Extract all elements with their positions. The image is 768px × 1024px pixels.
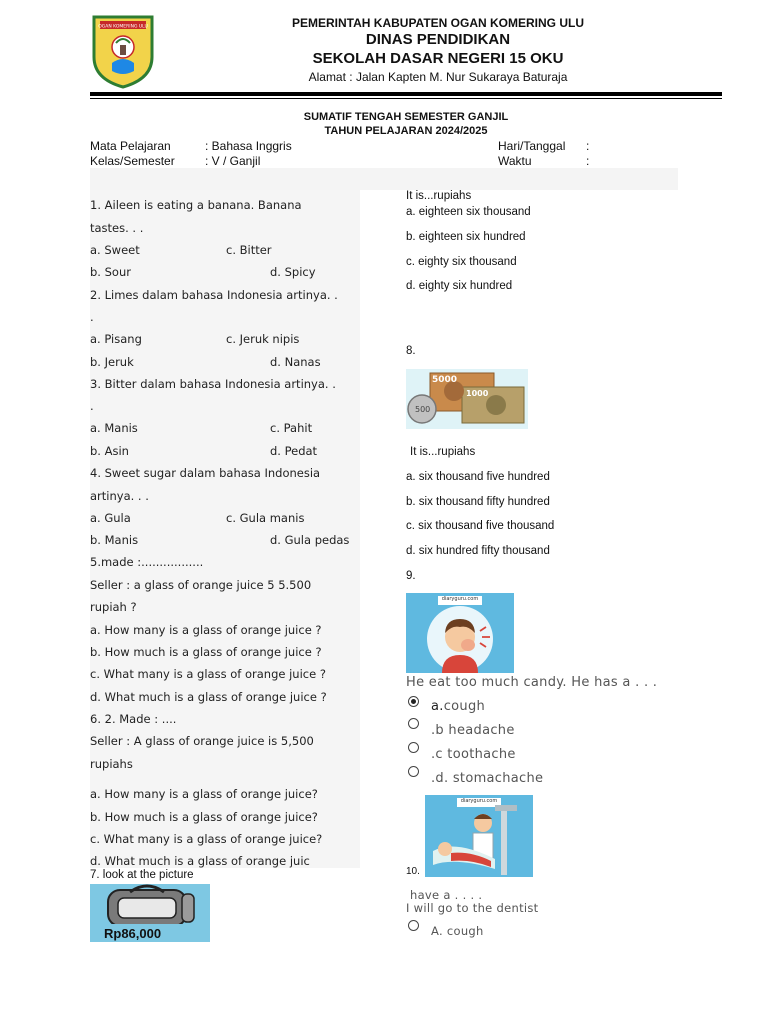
note-1000-label: 1000	[466, 389, 489, 398]
q2-option-c: c. Jeruk nipis	[226, 332, 300, 346]
q5-option-b: b. How much is a glass of orange juice ?	[90, 645, 322, 659]
question-10-text-b: I will go to the dentist	[406, 901, 539, 915]
q3-option-d: d. Pedat	[270, 444, 318, 458]
q8-option-c: c. six thousand five thousand	[406, 520, 555, 532]
q8-option-b: b. six thousand fifty hundred	[406, 496, 550, 508]
question-4-cont: artinya. . .	[90, 489, 149, 503]
q9-radio-c[interactable]	[408, 742, 419, 753]
q5-option-d: d. What much is a glass of orange juice ?	[90, 690, 327, 704]
q9-radio-d[interactable]	[408, 766, 419, 777]
q7-option-a: a. eighteen six thousand	[406, 206, 531, 218]
question-10-text-a: have a . . . .	[410, 888, 483, 902]
image-source-1: diaryguru.com	[441, 596, 479, 602]
q3-option-b: b. Asin	[90, 444, 129, 458]
header-rule-thin	[90, 98, 722, 99]
time-label: Waktu	[498, 154, 532, 168]
q6-option-c: c. What many is a glass of orange juice?	[90, 832, 323, 846]
question-7: 7. look at the picture	[90, 869, 194, 881]
exam-title: SUMATIF TENGAH SEMESTER GANJIL	[303, 111, 509, 123]
question-1: 1. Aileen is eating a banana. Banana	[90, 198, 302, 212]
q10-radio-a[interactable]	[408, 920, 419, 931]
subject-value: : Bahasa Inggris	[205, 139, 292, 153]
q8-option-a: a. six thousand five hundred	[406, 471, 550, 483]
q1-option-c: c. Bitter	[226, 243, 272, 257]
q8-option-d: d. six hundred fifty thousand	[406, 545, 550, 557]
school-logo	[90, 13, 156, 89]
header-school: SEKOLAH DASAR NEGERI 15 OKU	[312, 50, 564, 67]
class-value: : V / Ganjil	[205, 154, 261, 168]
question-9: 9.	[406, 570, 416, 582]
question-3-cont: .	[90, 399, 94, 413]
q8-it-is: It is...rupiahs	[410, 446, 476, 458]
header-agency: DINAS PENDIDIKAN	[365, 31, 511, 48]
q4-option-a: a. Gula	[90, 511, 131, 525]
q5-option-c: c. What many is a glass of orange juice ?	[90, 667, 326, 681]
q6-option-a: a. How many is a glass of orange juice?	[90, 787, 318, 801]
q1-option-d: d. Spicy	[270, 265, 316, 279]
q2-option-a: a. Pisang	[90, 332, 142, 346]
q6-option-b: b. How much is a glass of orange juice?	[90, 810, 318, 824]
q9-radio-a[interactable]	[408, 696, 419, 707]
toothache-image	[406, 593, 514, 673]
q9-option-a-text: cough	[443, 699, 486, 714]
q3-option-c: c. Pahit	[270, 421, 313, 435]
question-5-seller-cont: rupiah ?	[90, 600, 137, 614]
header-government: PEMERINTAH KABUPATEN OGAN KOMERING ULU	[292, 16, 584, 30]
header-rule-thick	[90, 92, 722, 96]
q2-option-b: b. Jeruk	[90, 355, 134, 369]
question-6-seller: Seller : A glass of orange juice is 5,500	[90, 734, 314, 748]
day-label: Hari/Tanggal	[498, 139, 566, 153]
q1-option-a: a. Sweet	[90, 243, 140, 257]
question-10: 10.	[406, 866, 420, 877]
q6-option-d: d. What much is a glass of orange juic	[90, 854, 310, 868]
exam-year: TAHUN PELAJARAN 2024/2025	[324, 125, 488, 137]
q7-option-d: d. eighty six hundred	[406, 280, 513, 292]
question-8: 8.	[406, 345, 416, 357]
question-1-cont: tastes. . .	[90, 221, 144, 235]
q7-it-is: It is...rupiahs	[406, 190, 472, 202]
q4-option-b: b. Manis	[90, 533, 139, 547]
time-value: :	[586, 154, 590, 168]
q4-option-d: d. Gula pedas	[270, 533, 350, 547]
q7-option-b: b. eighteen six hundred	[406, 231, 526, 243]
q5-option-a: a. How many is a glass of orange juice ?	[90, 623, 322, 637]
class-label: Kelas/Semester	[90, 154, 175, 168]
question-9-text: He eat too much candy. He has a . . .	[406, 675, 658, 690]
day-value: :	[586, 139, 590, 153]
question-2: 2. Limes dalam bahasa Indonesia artinya. .	[90, 288, 338, 302]
header-address: Alamat : Jalan Kapten M. Nur Sukaraya Baturaja	[308, 70, 568, 84]
q3-option-a: a. Manis	[90, 421, 138, 435]
question-4: 4. Sweet sugar dalam bahasa Indonesia	[90, 466, 321, 480]
question-5: 5.made :.................	[90, 555, 204, 569]
shaded-strip	[90, 168, 678, 190]
q9-option-a-prefix: a.	[431, 699, 444, 714]
note-5000-label: 5000	[432, 375, 458, 385]
image-source-2: diaryguru.com	[460, 798, 498, 804]
dentist-image	[425, 795, 533, 877]
coin-500-label: 500	[415, 405, 431, 414]
logo-text: OGAN KOMERING ULU	[98, 24, 148, 30]
question-3: 3. Bitter dalam bahasa Indonesia artinya. .	[90, 377, 336, 391]
q9-option-d[interactable]: .d. stomachache	[431, 771, 544, 786]
money-image	[406, 369, 528, 429]
q7-option-c: c. eighty six thousand	[406, 256, 517, 268]
bag-price-image	[90, 884, 210, 942]
q10-option-a[interactable]: A. cough	[431, 924, 484, 938]
question-5-seller: Seller : a glass of orange juice 5 5.500	[90, 578, 312, 592]
question-2-cont: .	[90, 310, 94, 324]
q9-radio-b[interactable]	[408, 718, 419, 729]
question-6: 6. 2. Made : ....	[90, 712, 177, 726]
bag-price-label: Rp86,000	[104, 926, 162, 941]
question-6-seller-cont: rupiahs	[90, 757, 133, 771]
q9-option-a[interactable]	[431, 699, 485, 714]
q2-option-d: d. Nanas	[270, 355, 321, 369]
q4-option-c: c. Gula manis	[226, 511, 305, 525]
q1-option-b: b. Sour	[90, 265, 131, 279]
subject-label: Mata Pelajaran	[90, 139, 171, 153]
q9-option-b[interactable]: .b headache	[431, 723, 515, 738]
q9-option-c[interactable]: .c toothache	[431, 747, 516, 762]
